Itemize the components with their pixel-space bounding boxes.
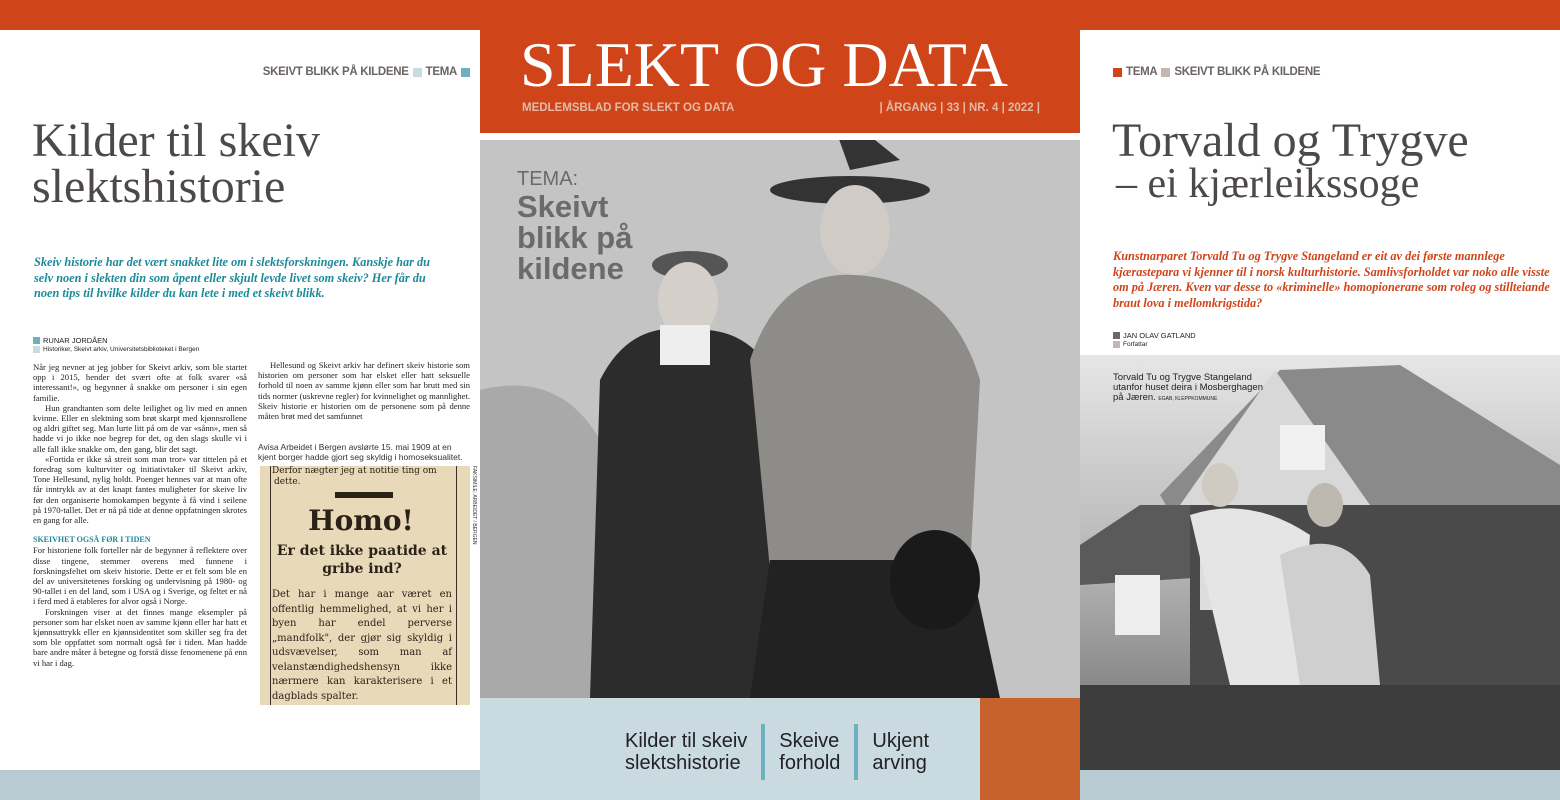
teaser-line: forhold [779, 752, 841, 774]
kicker-square-icon [461, 68, 470, 77]
teaser-line: slektshistorie [625, 752, 741, 774]
right-lede: Kunstnarparet Torvald Tu og Trygve Stangeland er eit av dei første mannlege kjærastepara vi kjenner til i norsk kulturhistorie. Samlivsforholdet var noko alle visste om på Jæren. Kven var desse to «kriminelle» homopionerane som roleg og stillteiande braut lova i mellomkrigstida? [1113, 249, 1550, 310]
kicker-tag: TEMA [425, 66, 457, 78]
clipping-subtitle: Er det ikke paatide at gribe ind? [276, 543, 448, 577]
theme-title-line: kildene [517, 251, 624, 286]
headline-line: – ei kjærleikssoge [1116, 161, 1420, 207]
author-name: RUNAR JORDÅEN [43, 336, 108, 345]
role-square-icon [1113, 341, 1120, 348]
teaser-1 [625, 730, 747, 774]
role-square-icon [33, 346, 40, 353]
right-headline [1112, 114, 1469, 207]
newspaper-clipping-image [260, 466, 470, 705]
left-byline [33, 336, 199, 354]
right-bottom-strip [1080, 770, 1560, 800]
clipping-credit: FAKSIMILE: ARBEIDET / BERGEN [471, 466, 477, 545]
cover-theme [517, 168, 632, 284]
clipping-title: Homo! [308, 504, 414, 537]
cover-teaser-band [480, 698, 980, 800]
cover-photo [480, 140, 1080, 698]
subheading: SKEIVHET OGSÅ FØR I TIDEN [33, 535, 151, 545]
paragraph: Hun grandtanten som delte leilighet og liv med en annen kvinne. Eller en slektning som brøt skarpt med kjønnsrollene og aldri giftet seg. Man lurte litt på om de var «sånn», men så hadde vi jo ikke noe begrep for det, og den slags skulle vi i alle fall ikke snakke om, den gang, blir det sagt. [33, 402, 247, 454]
teaser-line: arving [872, 752, 927, 774]
right-kicker [1113, 66, 1320, 78]
teaser-line: Skeive [779, 730, 840, 752]
headline-line: slektshistorie [32, 160, 286, 213]
clipping-text: Derfor nægter jeg at notitie ting om [272, 466, 437, 476]
clipping-body: Det har i mange aar været en offentlig hemmelighed, at vi her i byen har endel perverse „mandfolk", der gjør sig skyldig i udsvævelser, som man af velanstændighedshensyn ikke nærmere kan karakterisere i et dagblads spalter. [272, 589, 452, 702]
left-column-2 [258, 360, 470, 421]
paragraph: «Fortida er ikke så streit som man tror» var tittelen på et foredrag som kulturviter og initiativtaker til Skeivt arkiv, Tone Hellesund, nylig holdt. Poenget hennes var at man ofte får inntrykk av at det knapt fantes muligheter for skeive liv før den organiserte homokampen begynte å få vind i seilene på 1970-tallet. Det er nå på tide at denne oppfatningen skrotes en gang for alle. [33, 453, 247, 526]
kicker-square-icon [1113, 68, 1122, 77]
headline-line: Torvald og Trygve [1112, 114, 1469, 167]
teaser-2 [779, 730, 840, 774]
theme-label: TEMA: [517, 168, 579, 190]
left-column-1 [33, 362, 247, 668]
author-square-icon [33, 337, 40, 344]
magazine-title: SLEKT OG DATA [520, 29, 1008, 100]
paragraph: Forskningen viser at det finnes mange eksempler på personer som har elsket noen av samme kjønn eller har hatt et kjønnsuttrykk eller en kjønnsidentitet som skiller seg fra det som ble oppfattet som normalt også før i tiden. Man hadde bare andre måter å betegne og forstå disse fenomenene på enn vi har i dag. [33, 606, 247, 668]
cover-orange-block [980, 698, 1080, 800]
teaser-divider [854, 724, 858, 780]
author-name: JAN OLAV GATLAND [1123, 331, 1196, 340]
photo-caption [1113, 373, 1263, 404]
clipping-caption: Avisa Arbeidet i Bergen avslørte 15. mai 1909 at en kjent borger hadde gjort seg skyldig i homoseksualitet. [258, 442, 463, 462]
headline-line: Kilder til skeiv [32, 114, 320, 167]
right-byline [1113, 331, 1196, 349]
caption-text: Torvald Tu og Trygve Stangeland utanfor huset deira i Mosberghagen på Jæren. [1113, 372, 1263, 403]
house-photo-scene [1080, 355, 1560, 770]
teaser-divider [761, 724, 765, 780]
teaser-line: Kilder til skeiv [625, 730, 748, 752]
theme-title-line: Skeivt [517, 189, 609, 224]
magazine-subtitle: MEDLEMSBLAD FOR SLEKT OG DATA [522, 102, 735, 114]
kicker-square-icon [413, 68, 422, 77]
left-bottom-strip [0, 770, 480, 800]
issue-info: | ÅRGANG | 33 | NR. 4 | 2022 | [879, 102, 1040, 114]
clipping-text: dette. [274, 477, 301, 487]
kicker-square-icon [1161, 68, 1170, 77]
left-headline [32, 114, 320, 213]
house-photo [1080, 355, 1560, 770]
photo-credit: EGAB, KLEPPKOMMUNE [1158, 396, 1218, 402]
author-role: Forfattar [1123, 341, 1148, 348]
cover-masthead [480, 30, 1080, 133]
kicker-tag: TEMA [1126, 66, 1158, 78]
kicker-section: SKEIVT BLIKK PÅ KILDENE [1174, 66, 1321, 78]
teaser-3 [872, 730, 929, 774]
kicker-section: SKEIVT BLIKK PÅ KILDENE [262, 66, 409, 78]
paragraph: For historiene folk forteller når de begynner å reflektere over disse tingene, stemmer overens med funnene i forskningsfeltet om skeiv historie. Dette er et felt som ble en del av universitetenes forsking og undervisning på 1980- og 90-tallet i en del land, som i USA og i Sverige, og feltet er nå i ferd med å etableres for alvor også i Norge. [33, 545, 247, 607]
author-role: Historiker, Skeivt arkiv, Universitetsbiblioteket i Bergen [43, 346, 200, 353]
teaser-line: Ukjent [872, 730, 930, 752]
author-square-icon [1113, 332, 1120, 339]
paragraph: Hellesund og Skeivt arkiv har definert skeiv historie som historien om personer som har elsket eller hatt seksuelle forhold til noen av samme kjønn eller som har brutt med sin tids normer (uskrevne regler) for kvinnelighet og mannlighet. Skeiv historie er historien om de personene som på denne måten brøt med det samfunnet [258, 360, 470, 422]
left-kicker [263, 66, 470, 78]
theme-title-line: blikk på [517, 220, 633, 255]
paragraph: Når jeg nevner at jeg jobber for Skeivt arkiv, som ble startet opp i 2015, hender det svært ofte at folk svarer «så interessant!», og begynner å snakke om personer i sin egen familie. [33, 362, 247, 403]
left-lede: Skeiv historie har det vært snakket lite om i slektsforskningen. Kanskje har du selv noen i slekten din som åpent eller skjult levde livet som skeiv? Her får du noen tips til hvilke kilder du kan lete i med et skeivt blikk. [34, 255, 430, 300]
top-color-bar [0, 0, 1560, 30]
